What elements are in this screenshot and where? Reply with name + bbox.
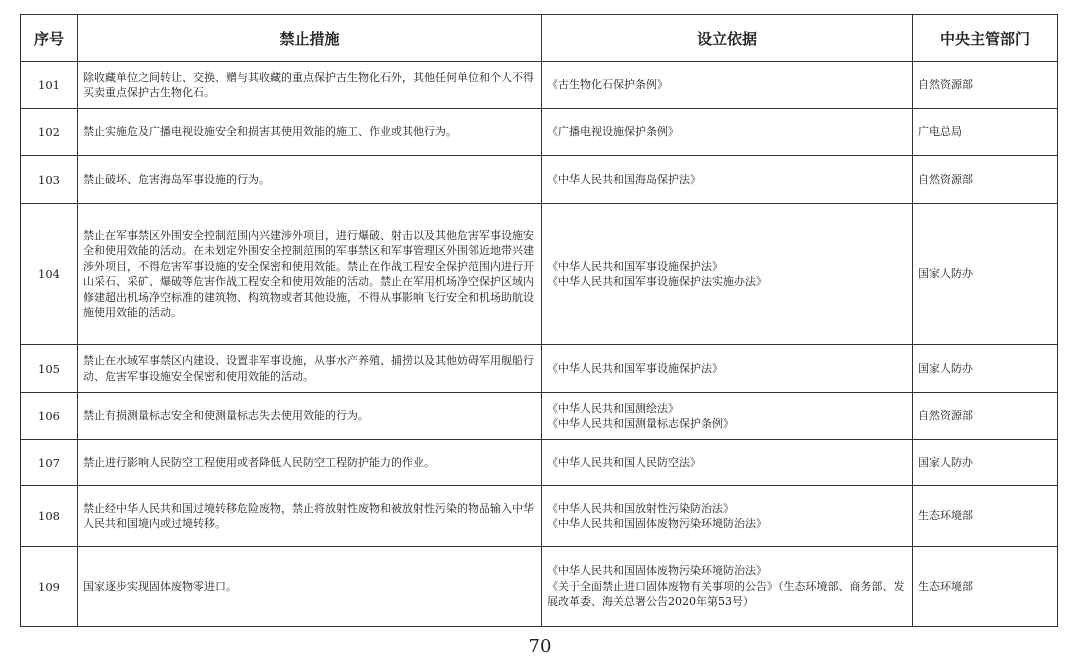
header-basis: 设立依据 (542, 15, 913, 62)
row-no: 102 (21, 109, 78, 156)
row-no: 109 (21, 547, 78, 627)
row-measure: 禁止在水域军事禁区内建设、设置非军事设施，从事水产养殖、捕捞以及其他妨碍军用舰船行动、危害军事设施安全保密和使用效能的活动。 (78, 345, 542, 393)
basis-line: 《中华人民共和国固体废物污染环境防治法》 (547, 564, 767, 578)
header-measure: 禁止措施 (78, 15, 542, 62)
row-measure: 禁止经中华人民共和国过境转移危险废物，禁止将放射性废物和被放射性污染的物品输入中华人民共和国境内或过境转移。 (78, 486, 542, 547)
row-measure: 国家逐步实现固体废物零进口。 (78, 547, 542, 627)
row-basis (542, 204, 913, 345)
basis-line: 《关于全面禁止进口固体废物有关事项的公告》（生态环境部、商务部、发展改革委、海关总署公告2020年第53号） (547, 579, 905, 609)
basis-line: 《中华人民共和国固体废物污染环境防治法》 (547, 517, 767, 530)
row-measure: 禁止在军事禁区外围安全控制范围内兴建涉外项目，进行爆破、射击以及其他危害军事设施安全和使用效能的活动。在未划定外围安全控制范围的军事禁区和军事管理区外围邻近地带兴建涉外项目，不得危害军事设施的安全保密和使用效能。禁止在作战工程安全保护范围内进行开山采石、采矿、爆破等危害作战工程安全和使用效能的活动。禁止在军用机场净空保护区域内修建超出机场净空标准的建筑物、构筑物或者其他设施，不得从事影响飞行安全和机场助航设施使用效能的活动。 (78, 204, 542, 345)
page-number: 70 (528, 636, 552, 657)
row-dept: 国家人防办 (913, 204, 1058, 345)
row-dept: 自然资源部 (913, 62, 1058, 109)
row-measure: 禁止有损测量标志安全和使测量标志失去使用效能的行为。 (78, 393, 542, 440)
basis-line: 《中华人民共和国测绘法》 (547, 401, 679, 415)
table-row (21, 547, 1058, 627)
basis-line: 《中华人民共和国军事设施保护法》 (547, 259, 723, 273)
row-dept: 自然资源部 (913, 156, 1058, 204)
basis-line: 《中华人民共和国海岛保护法》 (547, 172, 701, 186)
table-header-row (21, 15, 1058, 62)
table-row (21, 345, 1058, 393)
basis-line: 《中华人民共和国人民防空法》 (547, 455, 701, 469)
basis-line: 《广播电视设施保护条例》 (547, 125, 679, 139)
row-measure: 禁止实施危及广播电视设施安全和损害其使用效能的施工、作业或其他行为。 (78, 109, 542, 156)
basis-line: 《中华人民共和国军事设施保护法实施办法》 (547, 275, 767, 288)
row-dept: 国家人防办 (913, 345, 1058, 393)
table-row (21, 393, 1058, 440)
row-measure: 禁止进行影响人民防空工程使用或者降低人民防空工程防护能力的作业。 (78, 440, 542, 486)
row-no: 105 (21, 345, 78, 393)
basis-line: 《中华人民共和国测量标志保护条例》 (547, 417, 734, 430)
row-no: 106 (21, 393, 78, 440)
table-row (21, 486, 1058, 547)
row-basis (542, 547, 913, 627)
row-measure: 禁止破坏、危害海岛军事设施的行为。 (78, 156, 542, 204)
row-basis (542, 109, 913, 156)
row-no: 108 (21, 486, 78, 547)
row-no: 101 (21, 62, 78, 109)
row-basis (542, 345, 913, 393)
table-row (21, 109, 1058, 156)
table-row (21, 62, 1058, 109)
row-basis (542, 62, 913, 109)
row-measure: 除收藏单位之间转让、交换、赠与其收藏的重点保护古生物化石外，其他任何单位和个人不得买卖重点保护古生物化石。 (78, 62, 542, 109)
table-row (21, 440, 1058, 486)
row-basis (542, 156, 913, 204)
row-basis (542, 440, 913, 486)
basis-line: 《中华人民共和国军事设施保护法》 (547, 361, 723, 375)
row-no: 107 (21, 440, 78, 486)
header-dept: 中央主管部门 (913, 15, 1058, 62)
row-basis (542, 393, 913, 440)
row-dept: 生态环境部 (913, 547, 1058, 627)
table-row (21, 156, 1058, 204)
row-basis (542, 486, 913, 547)
prohibited-measures-table (20, 14, 1058, 627)
row-dept: 国家人防办 (913, 440, 1058, 486)
header-no: 序号 (21, 15, 78, 62)
row-no: 104 (21, 204, 78, 345)
row-dept: 广电总局 (913, 109, 1058, 156)
row-no: 103 (21, 156, 78, 204)
row-dept: 自然资源部 (913, 393, 1058, 440)
table-row (21, 204, 1058, 345)
basis-line: 《中华人民共和国放射性污染防治法》 (547, 501, 734, 515)
basis-line: 《古生物化石保护条例》 (547, 78, 668, 92)
row-dept: 生态环境部 (913, 486, 1058, 547)
